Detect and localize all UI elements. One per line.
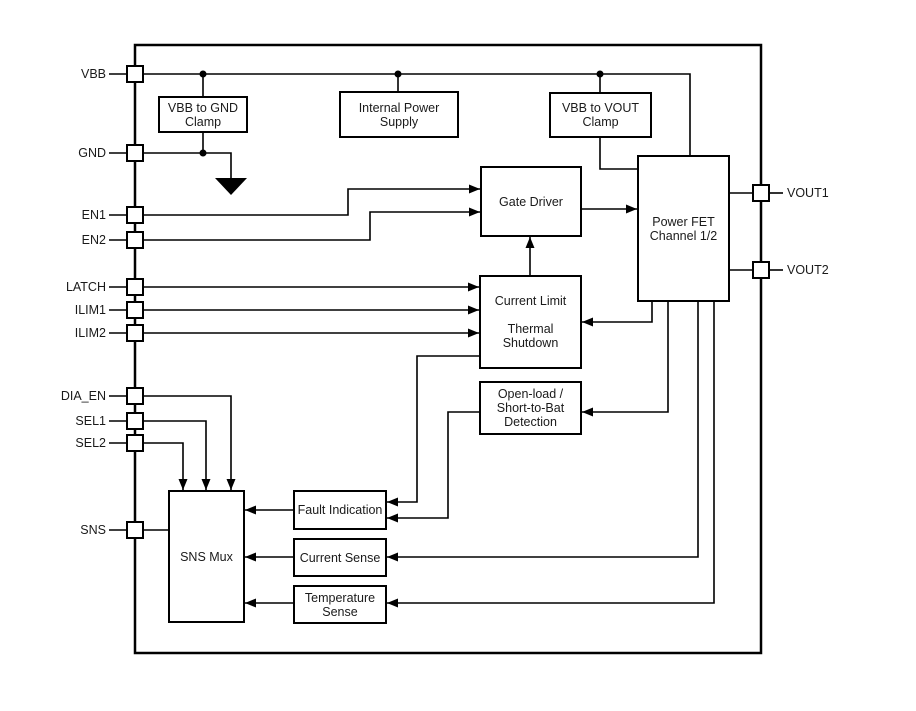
wire-gnd <box>143 153 231 178</box>
block-label-line: Power FET <box>652 214 715 229</box>
pin-en1 <box>127 207 143 223</box>
pin-label-vout1: VOUT1 <box>787 186 829 200</box>
pin-label-dia-en: DIA_EN <box>60 389 106 403</box>
pin-label-ilim1: ILIM1 <box>74 303 106 317</box>
pin-ilim1 <box>127 302 143 318</box>
junction-dot <box>395 71 402 78</box>
block-label-line: Temperature <box>304 590 376 605</box>
block-vbb-gnd-clamp <box>158 96 248 133</box>
pin-label-sns: SNS <box>80 523 106 537</box>
block-power-fet <box>637 155 730 302</box>
block-label-line: Current Sense <box>299 550 381 565</box>
block-current-sense <box>293 538 387 577</box>
block-label-line: Detection <box>504 415 557 429</box>
pin-vout2 <box>753 262 769 278</box>
block-label-line: Supply <box>379 114 419 129</box>
block-fault-indication <box>293 490 387 530</box>
pin-label-ilim2: ILIM2 <box>74 326 106 340</box>
block-label-line: Current Limit <box>494 294 567 308</box>
wire-power-fet-to-open-load <box>582 302 668 412</box>
block-label-line: VBB to VOUT <box>561 101 640 115</box>
block-vbb-vout-clamp <box>549 92 652 138</box>
wire-power-fet-to-current-limit <box>582 302 652 322</box>
pin-gnd <box>127 145 143 161</box>
block-open-load-short-to-bat-detection <box>479 381 582 435</box>
block-label-line: Thermal <box>507 322 554 336</box>
wire-vout-clamp-to-power-fet <box>600 138 637 169</box>
pin-ilim2 <box>127 325 143 341</box>
pin-sel1 <box>127 413 143 429</box>
pin-label-gnd: GND <box>78 146 106 160</box>
pin-latch <box>127 279 143 295</box>
block-current-limit-thermal-shutdown <box>479 275 582 369</box>
wire-en2 <box>143 212 480 240</box>
pin-label-sel1: SEL1 <box>75 414 106 428</box>
pin-label-vout2: VOUT2 <box>787 263 829 277</box>
block-label-line: Fault Indication <box>297 503 383 517</box>
block-label-line: Clamp <box>184 114 222 129</box>
junction-dot <box>597 71 604 78</box>
block-label-line: Short-to-Bat <box>496 401 565 415</box>
wire-sel2 <box>143 443 183 490</box>
block-label-line: SNS Mux <box>180 549 233 564</box>
ground-symbol-icon <box>215 178 247 195</box>
block-label-line: VBB to GND <box>167 100 239 115</box>
pin-vout1 <box>753 185 769 201</box>
block-internal-power-supply <box>339 91 459 138</box>
block-gate-driver <box>480 166 582 237</box>
block-temperature-sense <box>293 585 387 624</box>
block-label-line: Clamp <box>582 115 619 129</box>
wire-sel1 <box>143 421 206 490</box>
pin-vbb <box>127 66 143 82</box>
pin-en2 <box>127 232 143 248</box>
wire-en1 <box>143 189 480 215</box>
block-label-line: Shutdown <box>502 336 559 350</box>
wire-current-limit-to-fault-indication <box>387 356 479 502</box>
block-label-line: Open-load / <box>497 387 564 401</box>
pin-sns <box>127 522 143 538</box>
block-sns-mux <box>168 490 245 623</box>
pin-label-en2: EN2 <box>81 233 106 247</box>
pin-label-sel2: SEL2 <box>75 436 106 450</box>
pin-label-latch: LATCH <box>65 280 106 294</box>
block-label-line: Channel 1/2 <box>649 228 718 243</box>
pin-label-en1: EN1 <box>81 208 106 222</box>
block-label-line: Internal Power <box>358 100 440 115</box>
pin-dia-en <box>127 388 143 404</box>
pin-sel2 <box>127 435 143 451</box>
junction-dot <box>200 71 207 78</box>
block-label-line: Gate Driver <box>499 194 563 209</box>
pin-label-vbb: VBB <box>80 67 106 81</box>
block-label-line: Sense <box>322 604 358 619</box>
junction-dot <box>200 150 207 157</box>
